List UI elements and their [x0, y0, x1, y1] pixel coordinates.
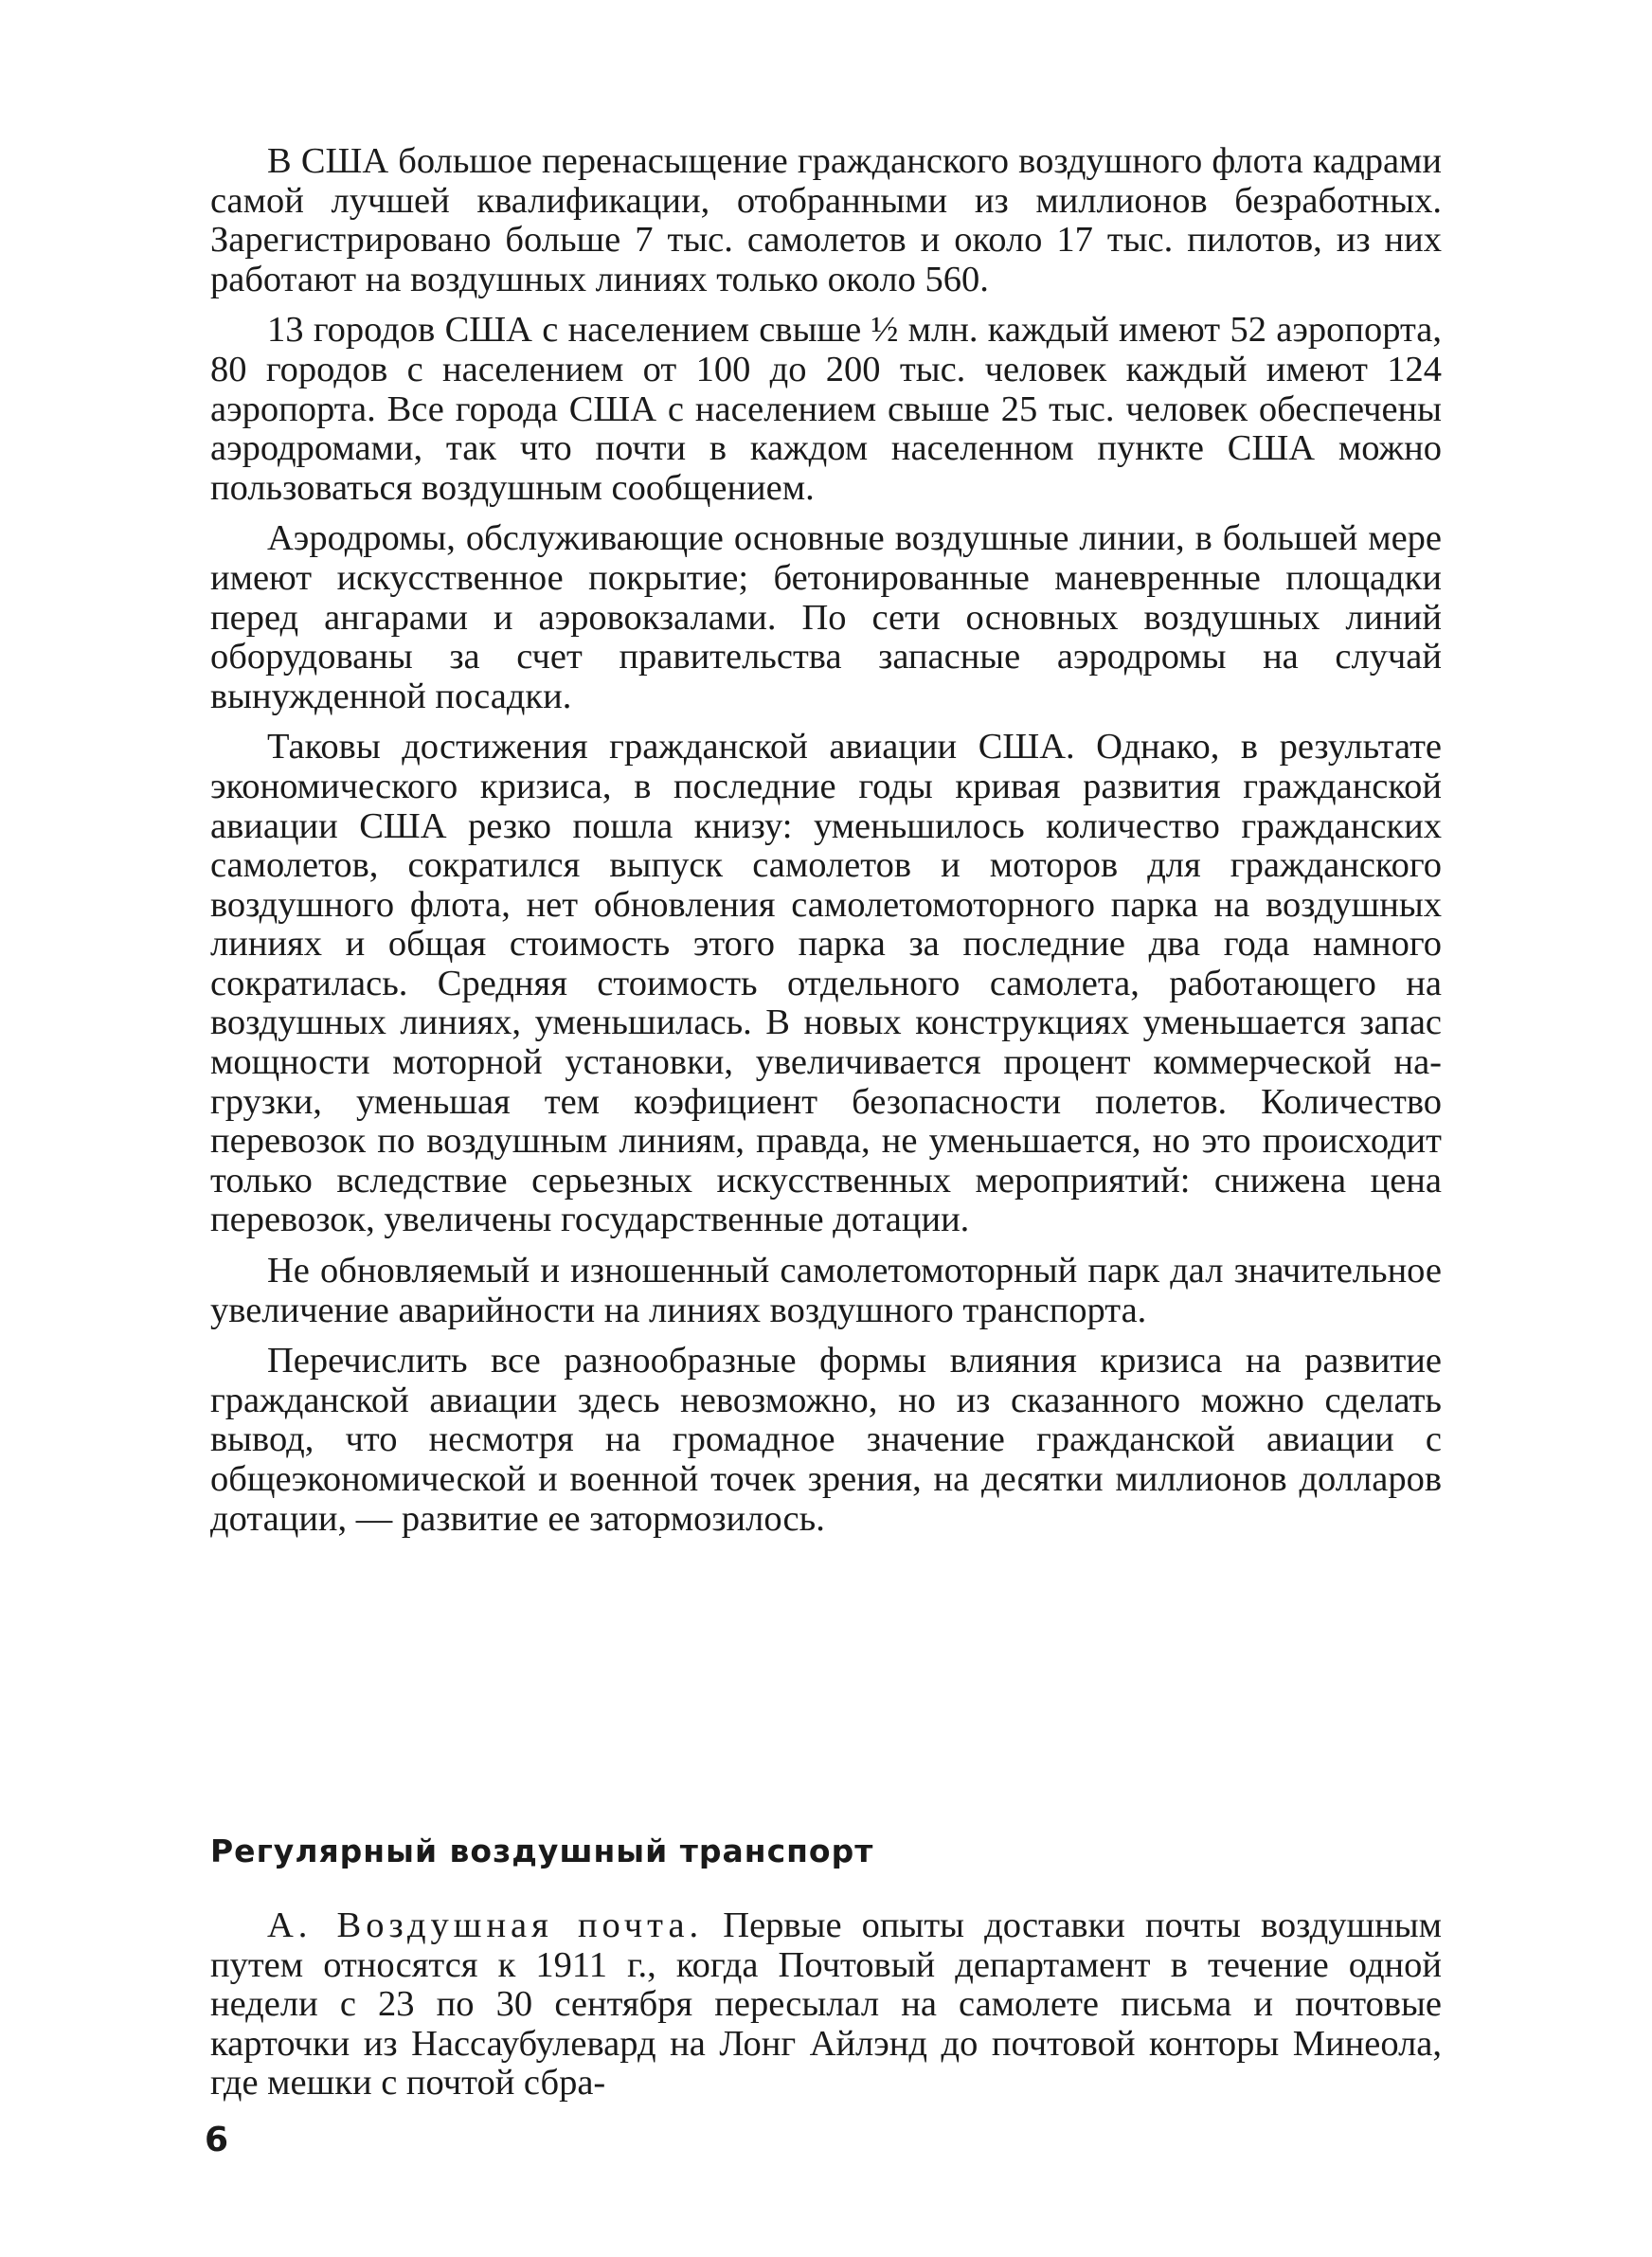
page-number: 6 — [205, 2121, 229, 2159]
paragraph-accident-rate: Не обновляемый и изношенный самолетомоторный парк дал значительное увеличение аварийности на линиях воздушного транспорта. — [210, 1251, 1442, 1330]
paragraph-usa-airports: 13 городов США с населением свыше ½ млн. каждый имеют 52 аэропорта, 80 городов с населением от 100 до 200 тыс. человек каждый имеют 124 аэропорта. Все города США с населением свыше 25 тыс. человек обеспечены аэродромами, так что почти в каждом населенном пункте США можно пользоваться воздушным сообщением. — [210, 310, 1442, 508]
paragraph-aerodromes: Аэродромы, обслуживающие основные воздушные линии, в большей мере имеют искусственное покрытие; бетонированные маневренные площадки перед ангарами и аэровокзалами. По сети основных воздушных линий оборудованы за счет правительства запасные аэродромы на случай вынужденной посадки. — [210, 518, 1442, 716]
air-mail-body: Первые опыты доставки почты воздушным путем относятся к 1911 г., когда Почтовый департамент в течение одной недели с 23 по 30 сентября пересылал на самолете письма и почтовые карточки из Нассаубулевард на Лонг Айлэнд до почтовой конторы Минеола, где мешки с почтой сбра- — [210, 1905, 1442, 2104]
paragraph-crisis-effects: Таковы достижения гражданской авиации США. Однако, в результате экономического кризиса, в последние годы кривая развития гражданской авиации США резко пошла книзу: уменьшилось количество гражданских самолетов, сократился выпуск самолетов и моторов для гражданского воздушного флота, нет обновления самолетомоторного парка на воздушных линиях и общая стоимость этого парка за последние два года намного сократилась. Средняя стоимость отдельного самолета, работающего на воздушных линиях, уменьшилась. В новых конструкциях уменьшается запас мощности моторной установки, увеличивается процент коммерческой нагрузки, уменьшая тем коэфициент безопасности полетов. Количество перевозок по воздушным линиям, правда, не уменьшается, но это происходит только вследствие серьезных искусственных мероприятий: снижена цена перевозок, увеличены государственные дотации. — [210, 727, 1442, 1240]
body-text — [210, 142, 1442, 1550]
paragraph-air-mail — [210, 1906, 1442, 2104]
paragraph-usa-personnel: В США большое перенасыщение гражданского воздушного флота кадрами самой лучшей квалификации, отобранными из миллионов безработных. Зарегистрировано больше 7 тыс. самолетов и около 17 тыс. пилотов, из них работают на воздушных линиях только около 560. — [210, 141, 1442, 299]
air-mail-lead: А. Воздушная почта. — [267, 1905, 704, 1945]
section-heading: Регулярный воздушный транспорт — [210, 1833, 874, 1869]
paragraph-conclusion: Перечислить все разнообразные формы влияния кризиса на развитие гражданской авиации здесь невозможно, но из сказанного можно сделать вывод, что несмотря на громадное значение гражданской авиации с общеэкономической и военной точек зрения, на десятки миллионов долларов дотации, — развитие ее затормозилось. — [210, 1341, 1442, 1539]
